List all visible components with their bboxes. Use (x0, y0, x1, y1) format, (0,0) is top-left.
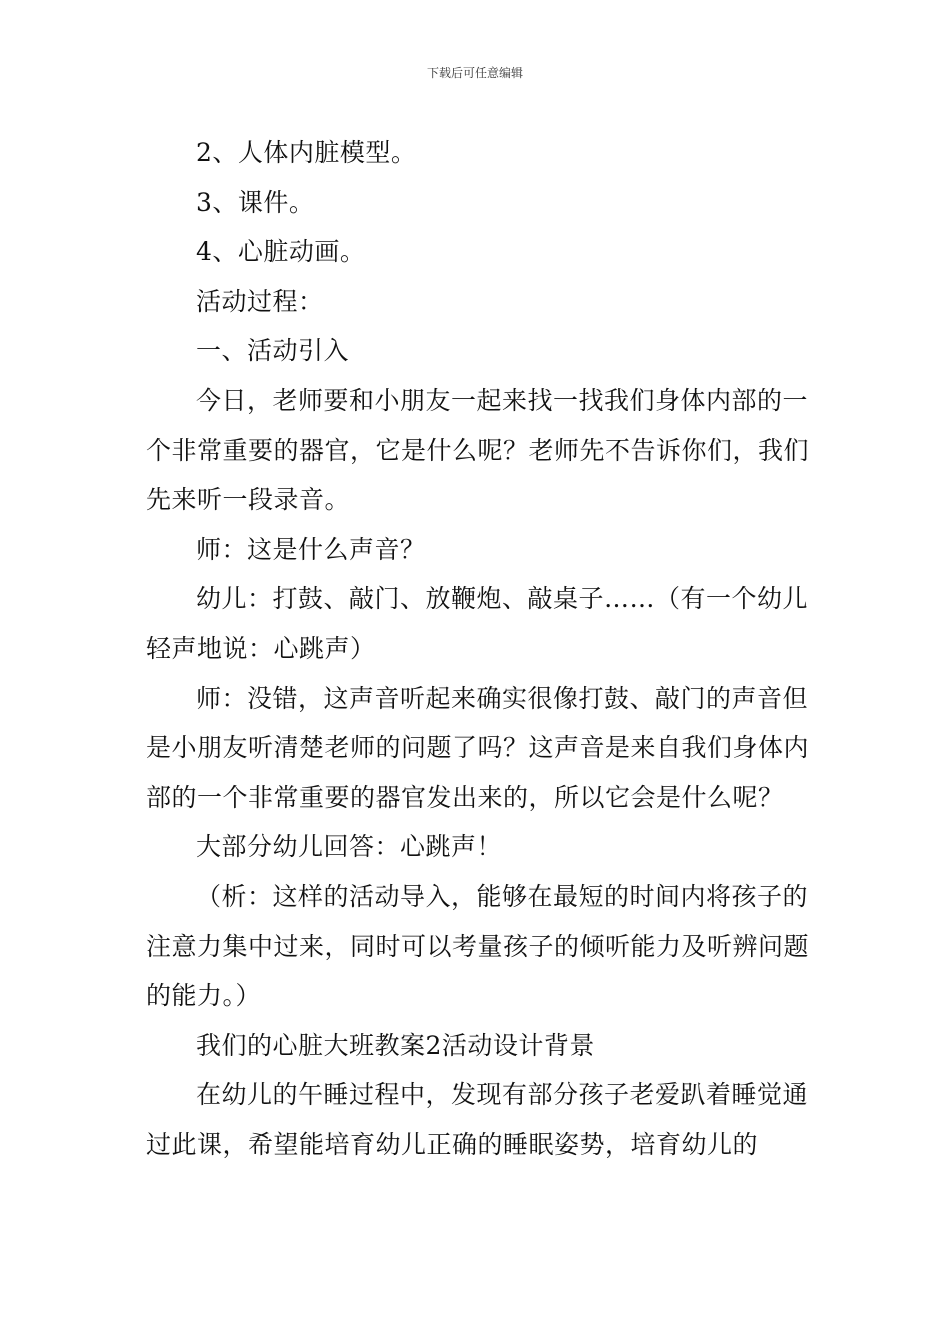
paragraph-intro: 今日，老师要和小朋友一起来找一找我们身体内部的一个非常重要的器官，它是什么呢？老师先不告诉你们，我们先来听一段录音。 (146, 385, 810, 515)
document-body (146, 128, 810, 1169)
paragraph-analysis: （析：这样的活动导入，能够在最短的时间内将孩子的注意力集中过来，同时可以考量孩子的倾听能力及听辨问题的能力。） (146, 881, 810, 1011)
paragraph-teacher-response: 师：没错，这声音听起来确实很像打鼓、敲门的声音但是小朋友听清楚老师的问题了吗？这声音是来自我们身体内部的一个非常重要的器官发出来的，所以它会是什么呢？ (146, 683, 810, 812)
paragraph-material-2: 2、人体内脏模型。 (196, 138, 417, 167)
paragraph-majority-answer: 大部分幼儿回答：心跳声！ (196, 832, 503, 862)
paragraph-material-4: 4、心脏动画。 (196, 237, 366, 267)
paragraph-children-answer: 幼儿：打鼓、敲门、放鞭炮、敲桌子……（有一个幼儿轻声地说：心跳声） (146, 584, 809, 663)
paragraph-material-3: 3、课件。 (196, 187, 315, 217)
section-heading-process: 活动过程： (196, 286, 324, 316)
paragraph-teacher-question: 师：这是什么声音？ (196, 534, 426, 564)
section-heading-lesson-2: 我们的心脏大班教案2活动设计背景 (196, 1030, 595, 1060)
subsection-heading-intro: 一、活动引入 (196, 336, 350, 366)
page-header: 下载后可任意编辑 (426, 66, 523, 80)
paragraph-background: 在幼儿的午睡过程中，发现有部分孩子老爱趴着睡觉通过此课，希望能培育幼儿正确的睡眠姿势，培育幼儿的 (146, 1080, 809, 1159)
